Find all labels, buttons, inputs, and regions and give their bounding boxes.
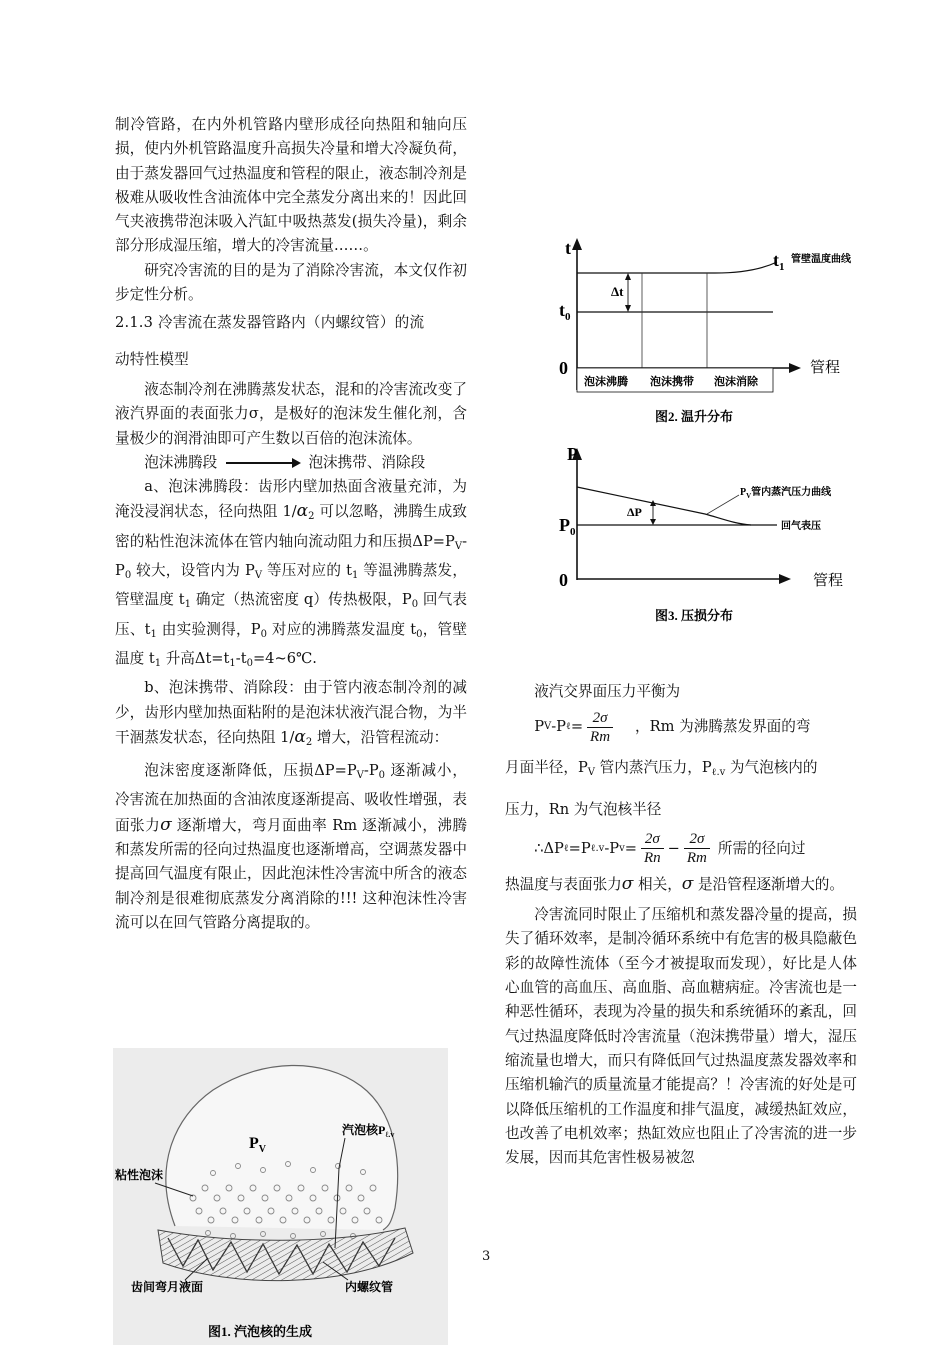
- figure-1-drawing: [113, 1048, 448, 1345]
- axis-p-label: P: [567, 444, 578, 464]
- right-arrow-icon: [224, 457, 302, 469]
- left-column: [115, 113, 467, 935]
- paragraph-continued: 制冷管路，在内外机管路内壁形成径向热阻和轴向压损，使内外机管路温度升高损失冷量和增大冷凝负荷，由于蒸发器回气过热温度和管程的限止，液态制冷剂是极难从吸收性含油流体中完全蒸发分离出来的！因此回气夹液携带泡沫吸入汽缸中吸热蒸发(损失冷量)，剩余部分形成湿压缩，增大的冷害流量……。: [115, 116, 467, 255]
- pressure-balance-intro: 液汽交界面压力平衡为: [534, 683, 681, 700]
- meniscus-label: 齿间弯月液面: [131, 1280, 204, 1294]
- paragraph-foam-density: 泡沫密度逐渐降低，压损$\Delta P=P_V-P_0$ 逐渐减小，冷害流在加热面的含油浓度逐渐提高、吸收性增强，表面张力σ 逐渐增大，弯月面曲率 Rm 逐渐减小，沸腾和蒸发所需的径向过热温度也逐渐增高，空调蒸发器中提高回气温度有限止，因此泡沫性冷害流中所含的液态制冷剂是很难彻底蒸发分离消除的!!! 这种泡沫性冷害流可以在回气管路分离提取的。: [115, 762, 467, 931]
- stage-carry-label: 泡沫携带、消除段: [308, 453, 426, 471]
- right-column: [505, 680, 857, 1170]
- paragraph-stage-a: a、泡沫沸腾段：齿形内壁加热面含液量充沛，为淹没浸润状态，径向热阻 $1/\alpha_2$ 可以忽略，沸腾生成致密的粘性泡沫流体在管内轴向流动阻力和压损$\Delta P=P_V-P_0$ 较大，设管内为 $P_V$ 等压对应的 $t_1$ 等温沸腾蒸发，管壁温度 $t_1$ 确定（热流密度 q）传热极限，$P_0$ 回气表压、$t_1$ 由实验测得，$P_0$ 对应的沸腾蒸发温度 $t_0$，管壁温度 $t_1$ 升高$\Delta t=t_1-t_0=4\sim 6℃$.: [115, 478, 468, 669]
- paragraph-meniscus-radius: 月面半径，$P_V$ 管内蒸汽压力，$P_{\ell.v}$ 为气泡核内的: [505, 759, 818, 779]
- curve-leader-line: [707, 495, 739, 514]
- wall-temp-curve-label: 管壁温度曲线: [791, 254, 851, 265]
- fraction-2sigma-rm-b: $\frac{2\sigma}{Rm}$: [684, 830, 710, 867]
- x-axis-arrow: [789, 363, 801, 373]
- paragraph-cold-harm-flow: 冷害流同时限止了压缩机和蒸发器冷量的提高，损失了循环效率，是制冷循环系统中有危害的极具隐蔽色彩的故障性流体（至今才被提取而发现），好比是人体心血管的高血压、高血脂、高血糖病症。冷害流也是一种恶性循环，表现为冷量的损失和系统循环的紊乱，回气过热温度降低时冷害流量（泡沫携带量）增大，湿压缩流量也增大，而只有降低回气过热温度蒸发器效率和压缩机输汽的质量流量才能提高？！冷害流的好处是可以降低压缩机的工作温度和排气温度，减缓热缸效应，也改善了电机效率；热缸效应也阻止了冷害流的进一步发展，因而其危害性极易被忽: [505, 906, 857, 1167]
- dp-arrow-down: [650, 519, 656, 525]
- segment-carry: 泡沫携带: [650, 376, 694, 388]
- origin-label: 0: [559, 570, 568, 590]
- p0-label: $P_0$: [559, 515, 576, 538]
- dp-label: ΔP: [627, 505, 642, 519]
- inner-groove-tube: [158, 1228, 413, 1281]
- vapour-pressure-curve: [577, 487, 751, 525]
- t0-label: $t_0$: [559, 300, 571, 323]
- figure-3-chart: [555, 440, 875, 630]
- segment-eliminate: 泡沫消除: [714, 376, 758, 388]
- stage-boiling-label: 泡沫沸腾段: [144, 453, 218, 471]
- paragraph-foam-catalyst: 液态制冷剂在沸腾蒸发状态，混和的冷害流改变了液汽界面的表面张力σ，是极好的泡沫发生催化剂，含量极少的润滑油即可产生数以百倍的泡沫流体。: [115, 380, 467, 447]
- section-heading-line2: 动特性模型: [115, 350, 189, 368]
- figure-3-pressure-loss: [555, 440, 875, 630]
- paragraph-purpose: 研究冷害流的目的是为了消除冷害流，本文仅作初步定性分析。: [115, 261, 467, 304]
- figure-2-chart: [555, 232, 875, 432]
- equation-2: ∴ΔP ℓ =P ℓ.v -P v = $\frac{2\sigma}{Rn}$ − $\frac{2\sigma}{Rm}$ 所需的径向过: [534, 831, 806, 867]
- paragraph-bubble-radius: 压力，Rn 为气泡核半径: [505, 800, 662, 818]
- figure-3-caption: 图3. 压损分布: [655, 608, 734, 623]
- t1-label: $t_1$: [773, 250, 785, 273]
- section-heading-line1: 2.1.3 冷害流在蒸发器管路内（内螺纹管）的流: [115, 314, 425, 332]
- figure-1-caption: 图1. 汽泡核的生成: [208, 1324, 313, 1339]
- wall-temp-curve: [715, 262, 777, 273]
- segment-boiling: 泡沫沸腾: [584, 376, 628, 388]
- bubble-nucleus-label: 汽泡核$P_{\ell.v}$: [342, 1123, 395, 1139]
- page-number: 3: [482, 1249, 491, 1264]
- dt-label: Δt: [611, 284, 624, 299]
- inner-tube-label: 内螺纹管: [345, 1280, 394, 1294]
- paragraph-surface-tension: 热温度与表面张力σ 相关，σ 是沿管程逐渐增大的。: [505, 873, 844, 894]
- paragraph-stage-b: b、泡沫携带、消除段：由于管内液态制冷剂的减少，齿形内壁加热面粘附的是泡沫状液汽混合物，为半干涸蒸发状态，径向热阻 $1/\alpha_2$ 增大，沿管程流动：: [115, 679, 467, 748]
- dt-arrow-up: [625, 273, 631, 280]
- y-axis-arrow: [572, 238, 582, 250]
- pv-label: $P_V$: [249, 1135, 267, 1155]
- x-axis-label: 管程: [813, 573, 844, 589]
- viscous-foam-label: 粘性泡沫: [115, 1168, 164, 1182]
- figure-1-bubble-nucleus: [113, 1048, 448, 1345]
- dt-arrow-down: [625, 305, 631, 312]
- stage-arrow-line: [115, 451, 467, 475]
- curve-label: $P_V$管内蒸汽压力曲线: [740, 487, 832, 500]
- x-axis-arrow: [779, 574, 791, 584]
- fraction-2sigma-rn: $\frac{2\sigma}{Rn}$: [641, 830, 664, 867]
- equation-1: P V -P ℓ = $\frac{2\sigma}{Rm}$ ，Rm 为沸腾蒸发界面的弯: [534, 709, 811, 745]
- axis-t-label: t: [565, 238, 571, 258]
- origin-label: 0: [559, 358, 568, 378]
- figure-2-temperature-rise: [555, 232, 875, 432]
- fraction-2sigma-rm: $\frac{2\sigma}{Rm}$: [587, 709, 613, 746]
- return-pressure-label: 回气表压: [781, 521, 821, 532]
- x-axis-label: 管程: [810, 360, 841, 376]
- foam-dome-outline: [166, 1065, 398, 1230]
- figure-2-caption: 图2. 温升分布: [655, 409, 734, 424]
